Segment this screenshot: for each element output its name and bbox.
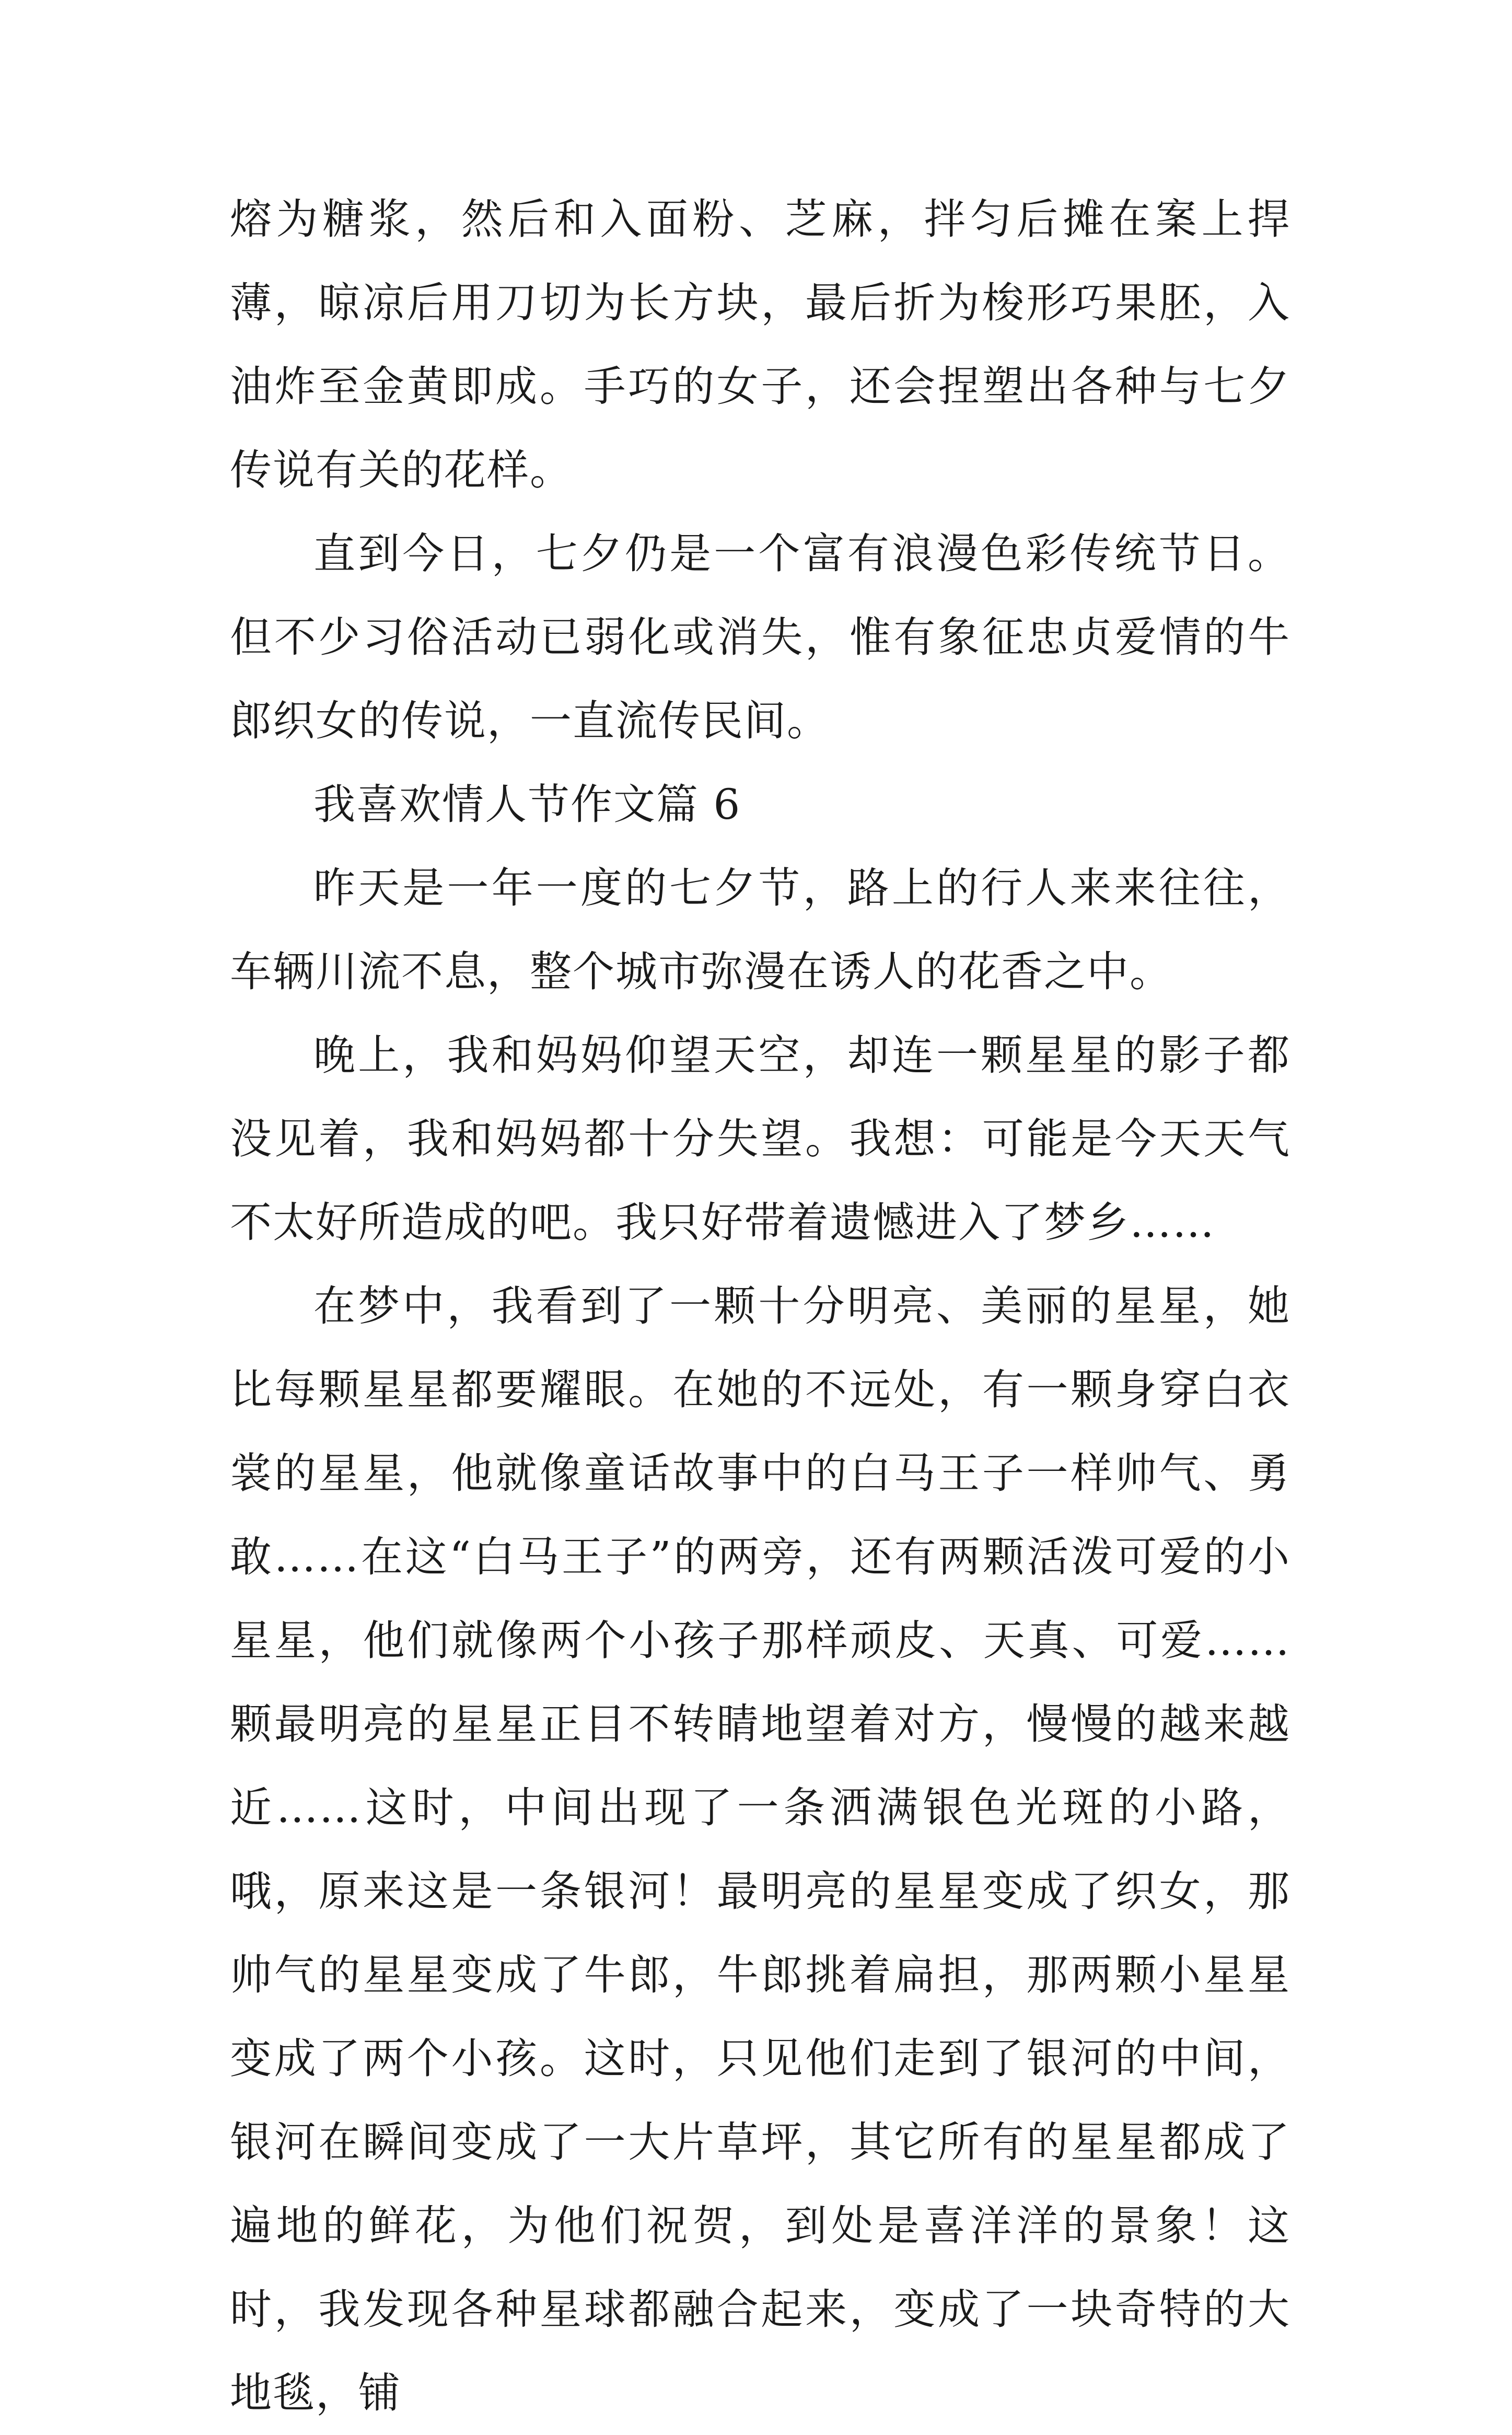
paragraph-essay-2: 晚上，我和妈妈仰望天空，却连一颗星星的影子都没见着，我和妈妈都十分失望。我想：可能是今天天气不太好所造成的吧。我只好带着遗憾进入了梦乡…… (230, 1031, 1290, 1247)
section-heading: 我喜欢情人节作文篇 6 (313, 780, 741, 829)
paragraph-essay-3: 在梦中，我看到了一颗十分明亮、美丽的星星，她比每颗星星都要耀眼。在她的不远处，有一颗身穿白衣裳的星星，他就像童话故事中的白马王子一样帅气、勇敢……在这“白马王子”的两旁，还有两颗活泼可爱的小星星，他们就像两个小孩子那样顽皮、天真、可爱……颗最明亮的星星正目不转睛地望着对方，慢慢的越来越近……这时，中间出现了一条洒满银色光斑的小路，哦，原来这是一条银河！最明亮的星星变成了织女，那帅气的星星变成了牛郎，牛郎挑着扁担，那两颗小星星变成了两个小孩。这时，只见他们走到了银河的中间，银河在瞬间变成了一大片草坪，其它所有的星星都成了遍地的鲜花，为他们祝贺，到处是喜洋洋的景象！这时，我发现各种星球都融合起来，变成了一块奇特的大地毯，铺 (230, 1282, 1290, 2417)
paragraph-qixi-today: 直到今日，七夕仍是一个富有浪漫色彩传统节日。但不少习俗活动已弱化或消失，惟有象征忠贞爱情的牛郎织女的传说，一直流传民间。 (230, 529, 1290, 745)
paragraph-essay-1: 昨天是一年一度的七夕节，路上的行人来来往往，车辆川流不息，整个城市弥漫在诱人的花香之中。 (230, 864, 1290, 996)
document-body (230, 178, 1290, 2435)
paragraph-continuation: 熔为糖浆，然后和入面粉、芝麻，拌匀后摊在案上捍薄，晾凉后用刀切为长方块，最后折为梭形巧果胚，入油炸至金黄即成。手巧的女子，还会捏塑出各种与七夕传说有关的花样。 (230, 195, 1290, 494)
